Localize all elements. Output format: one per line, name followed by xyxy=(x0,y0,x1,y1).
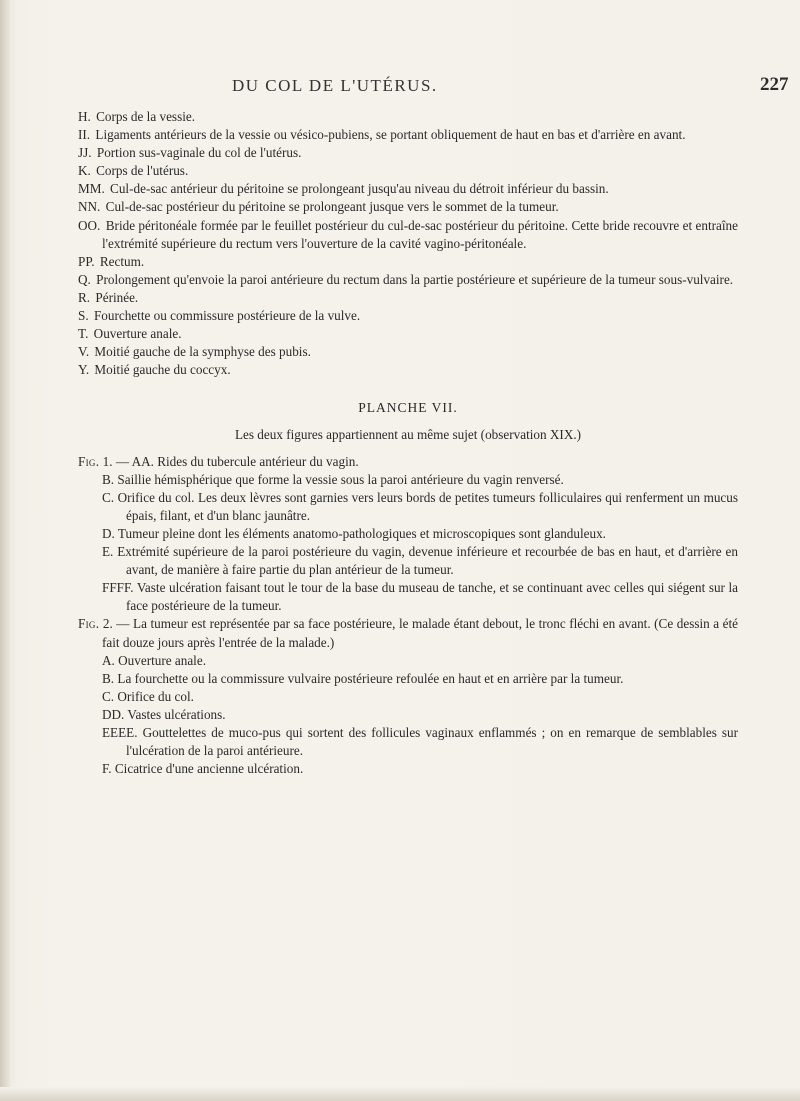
legend-text: Moitié gauche de la symphyse des pubis. xyxy=(94,344,311,360)
legend-text: Corps de la vessie. xyxy=(96,109,196,124)
page-number: 227 xyxy=(760,74,789,95)
legend-text: Ouverture anale. xyxy=(93,326,182,342)
legend-item xyxy=(102,525,738,543)
legend-key: OO. xyxy=(78,217,101,233)
legend-key: FFFF. xyxy=(102,580,134,596)
legend-key: S. xyxy=(78,308,89,324)
legend-key: V. xyxy=(78,344,90,360)
figure-lead xyxy=(78,615,738,651)
legend-text: Saillie hémisphérique que forme la vessie sous la paroi antérieure du vagin renversé. xyxy=(117,471,564,487)
legend-text: Cicatrice d'une ancienne ulcération. xyxy=(114,761,304,777)
legend-item xyxy=(78,361,738,379)
legend-item xyxy=(78,253,738,271)
legend-key: PP. xyxy=(78,253,95,269)
legend-key: EEEE. xyxy=(102,725,138,740)
page-edge-bottom xyxy=(0,1087,800,1101)
legend-text: Vastes ulcérations. xyxy=(127,706,226,722)
legend-text: La fourchette ou la commissure vulvaire postérieure refoulée en haut et en arrière par la tumeur. xyxy=(117,670,624,686)
legend-text: Corps de l'utérus. xyxy=(96,163,189,179)
legend-text: Périnée. xyxy=(95,289,139,305)
legend-key: F. xyxy=(102,761,112,777)
legend-text: Gouttelettes de muco-pus qui sortent des follicules vaginaux enflammés ; on en remarque de semblables sur l'ulcération de la paroi antérieure. xyxy=(126,725,738,759)
legend-text: Prolongement qu'envoie la paroi antérieure du rectum dans la partie postérieure et supérieure de la tumeur sous-vulvaire. xyxy=(96,271,734,287)
legend-item xyxy=(102,489,738,525)
legend-item xyxy=(78,180,738,198)
legend-key: JJ. xyxy=(78,145,92,161)
legend-item xyxy=(102,760,738,778)
figure-lead xyxy=(78,453,738,471)
legend-text: Extrémité supérieure de la paroi postérieure du vagin, devenue inférieure et recourbée de bas en haut, et d'arrière en avant, de manière à faire partie du plan antérieur de la tumeur. xyxy=(117,544,738,578)
legend-item xyxy=(102,579,738,615)
legend-key: DD. xyxy=(102,706,125,722)
legend-item xyxy=(102,543,738,579)
legend-key: 2. — xyxy=(102,616,130,632)
legend-text: Vaste ulcération faisant tout le tour de la base du museau de tanche, et se continuant avec celles qui siégent sur la face postérieure de la tumeur. xyxy=(126,580,738,614)
page-body xyxy=(78,108,738,778)
legend-text: Orifice du col. xyxy=(117,688,194,704)
plate-intro: Les deux figures appartiennent au même sujet (observation XIX.) xyxy=(234,426,582,442)
figure-label: Fig. xyxy=(78,453,100,469)
legend-item xyxy=(78,162,738,180)
legend-text: La tumeur est représentée par sa face postérieure, le malade étant debout, le tronc fléchi en avant. (Ce dessin a été fait douze jours après l'entrée de la malade.) xyxy=(102,616,739,650)
legend-text: Portion sus-vaginale du col de l'utérus. xyxy=(96,145,302,161)
legend-first xyxy=(78,108,738,379)
legend-item xyxy=(78,108,738,126)
legend-text: Cul-de-sac antérieur du péritoine se prolongeant jusqu'au niveau du détroit inférieur du bassin. xyxy=(110,181,609,197)
legend-key: T. xyxy=(78,326,89,342)
page-edge-left xyxy=(0,0,10,1101)
legend-item xyxy=(78,144,738,162)
legend-key: Y. xyxy=(78,362,90,378)
legend-item xyxy=(78,271,738,289)
figure-1-legend xyxy=(78,453,738,616)
legend-key: C. xyxy=(102,489,115,505)
legend-item xyxy=(78,198,738,216)
legend-text: Tumeur pleine dont les éléments anatomo-pathologiques et microscopiques sont glanduleux. xyxy=(117,525,606,541)
legend-key: II. xyxy=(78,127,91,143)
legend-key: Q. xyxy=(78,271,91,287)
legend-key: C. xyxy=(102,688,115,704)
legend-key: A. xyxy=(102,652,115,668)
legend-text: Bride péritonéale formée par le feuillet postérieur du cul-de-sac postérieur du péritoine. Cette bride recouvre et entraîne l'extrémité supérieure du rectum vers l'ouverture de la cavité vagino-péritonéale. xyxy=(102,217,739,251)
legend-key: D. xyxy=(102,525,115,541)
legend-key: B. xyxy=(102,471,115,487)
legend-text: Ligaments antérieurs de la vessie ou vésico-pubiens, se portant obliquement de haut en bas et d'arrière en avant. xyxy=(95,127,686,143)
legend-key: K. xyxy=(78,163,91,179)
legend-key: H. xyxy=(78,109,91,124)
legend-item xyxy=(102,724,738,760)
legend-text: Cul-de-sac postérieur du péritoine se prolongeant jusque vers le sommet de la tumeur. xyxy=(105,199,559,215)
legend-item xyxy=(78,343,738,361)
legend-key: B. xyxy=(102,670,115,686)
legend-item xyxy=(102,706,738,724)
legend-key: MM. xyxy=(78,181,105,197)
legend-text: Orifice du col. Les deux lèvres sont garnies vers leurs bords de petites tumeurs folliculaires qui renferment un mucus épais, filant, et d'un blanc jaunâtre. xyxy=(117,489,738,523)
legend-text: Moitié gauche du coccyx. xyxy=(94,362,231,378)
legend-item xyxy=(78,307,738,325)
legend-item xyxy=(78,325,738,343)
legend-key: E. xyxy=(102,544,114,560)
running-title: DU COL DE L'UTÉRUS. xyxy=(232,76,438,95)
figure-2-legend xyxy=(78,615,738,778)
legend-key: NN. xyxy=(78,199,101,215)
figure-label: Fig. xyxy=(78,616,100,632)
legend-item xyxy=(78,126,738,144)
legend-item xyxy=(102,688,738,706)
legend-text: Rectum. xyxy=(99,253,145,269)
legend-item xyxy=(102,652,738,670)
legend-key: R. xyxy=(78,289,91,305)
legend-item xyxy=(102,670,738,688)
legend-key: 1. — AA. xyxy=(102,453,154,469)
legend-item xyxy=(102,471,738,489)
legend-text: Ouverture anale. xyxy=(118,652,206,668)
legend-item xyxy=(78,289,738,307)
plate-title: PLANCHE VII. xyxy=(358,400,458,416)
legend-item xyxy=(78,217,738,253)
legend-text: Fourchette ou commissure postérieure de la vulve. xyxy=(93,308,361,324)
legend-text: Rides du tubercule antérieur du vagin. xyxy=(157,453,359,469)
